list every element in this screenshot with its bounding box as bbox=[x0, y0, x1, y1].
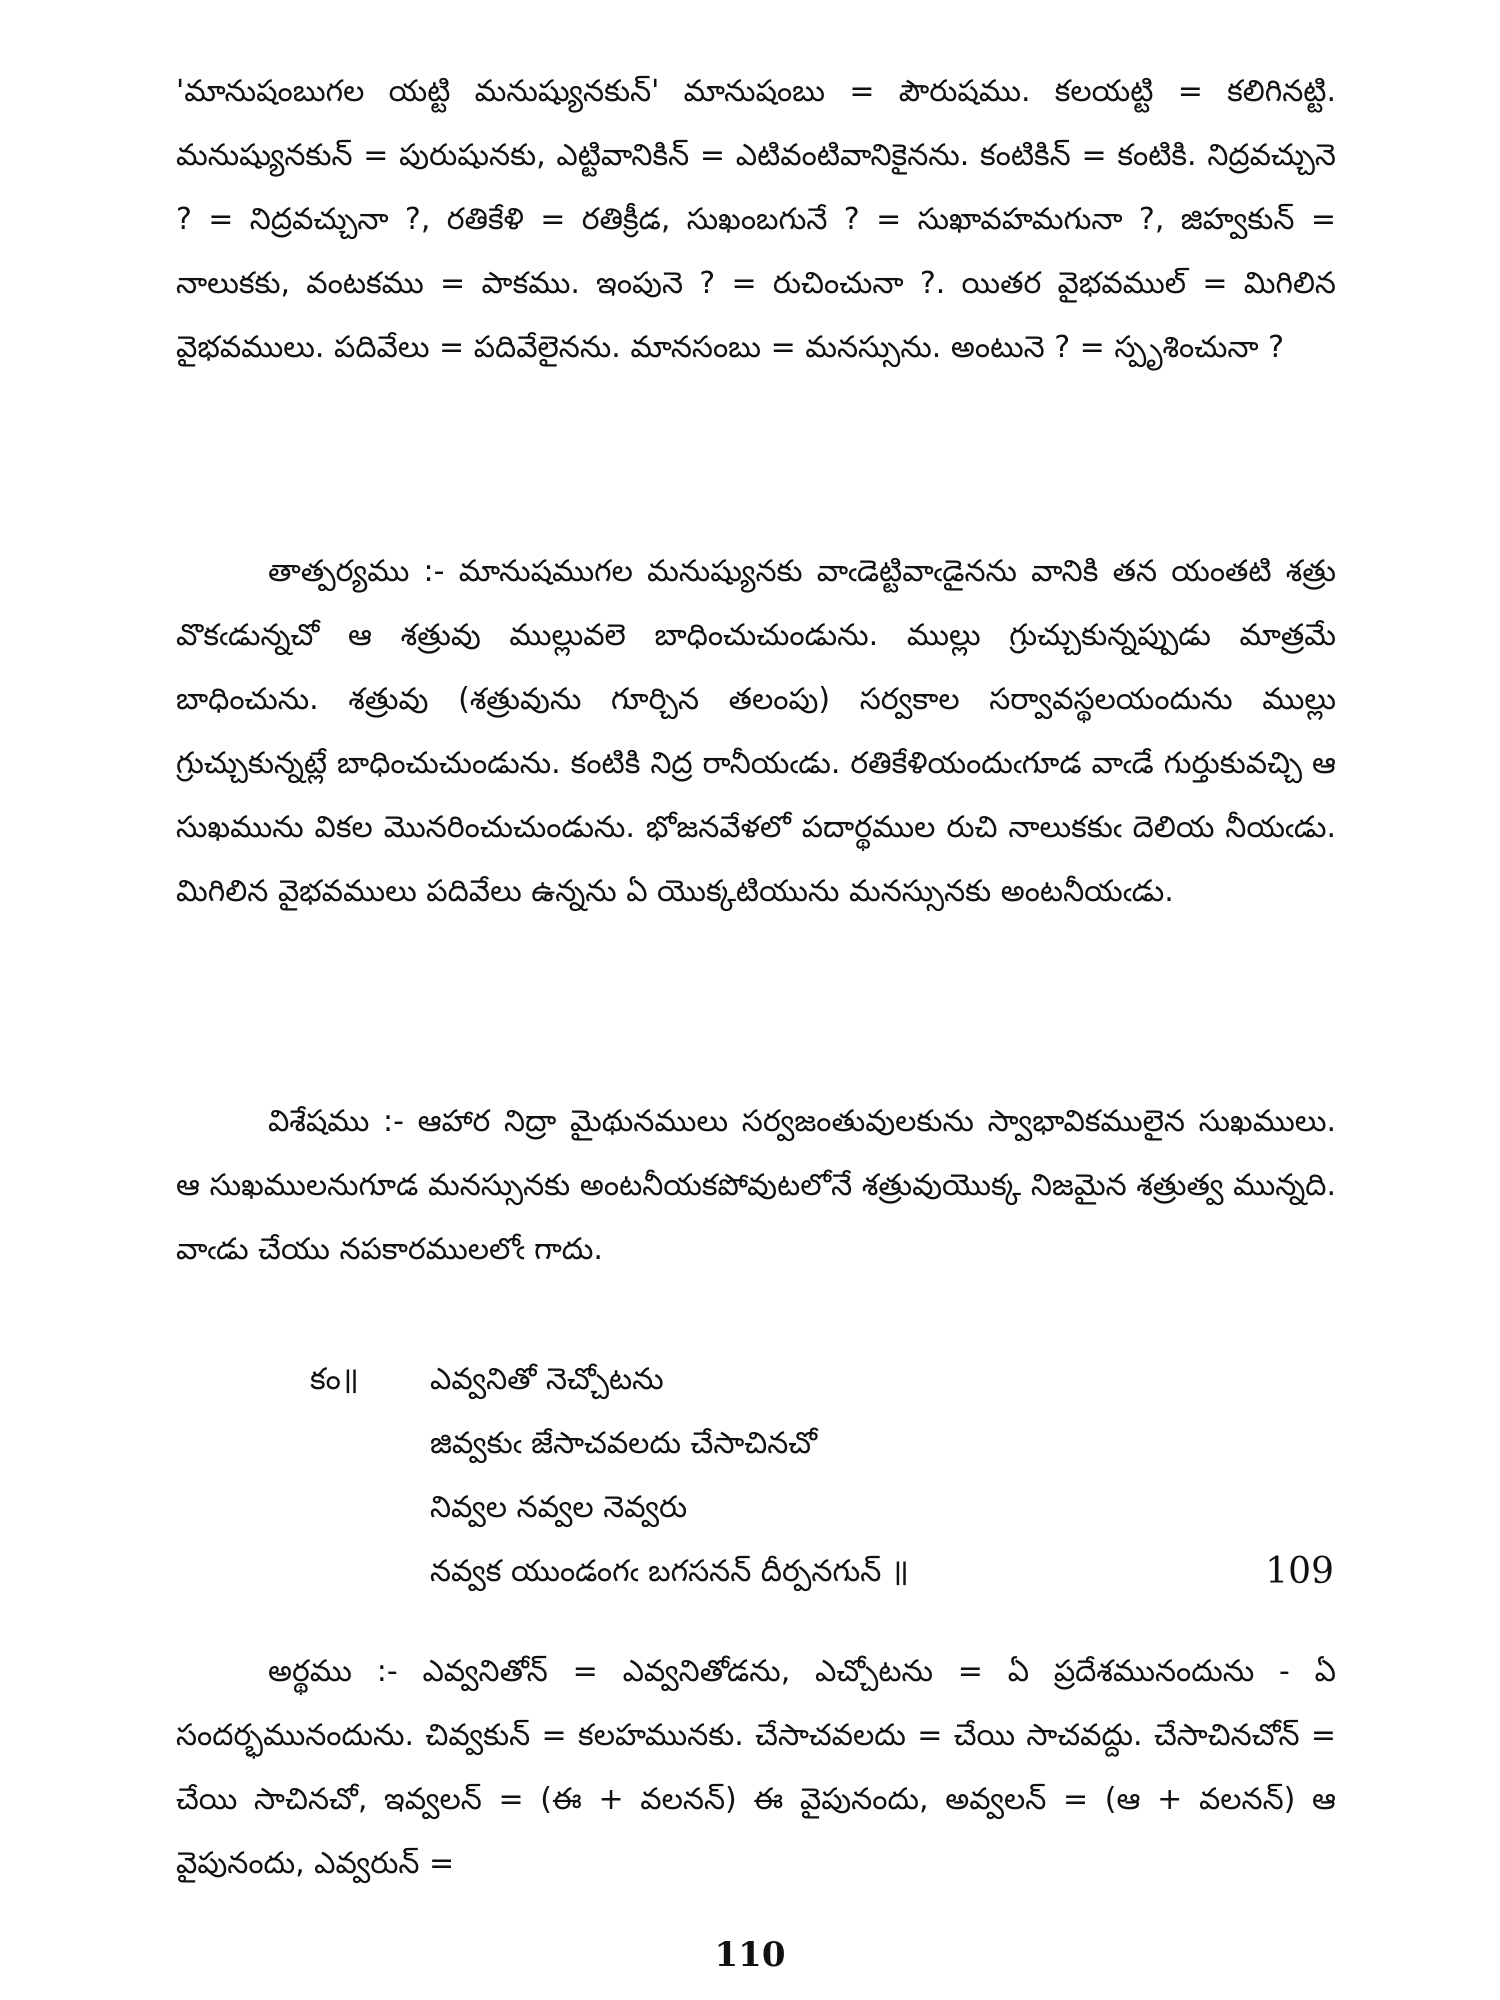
verse-number: 109 bbox=[1265, 1551, 1334, 1592]
gloss-text: 'మానుషంబుగల యట్టి మనుష్యునకున్' మానుషంబు = పౌరుషము. కలయట్టి = కలిగినట్టి. మనుష్యునకున్ = పురుషునకు, ఎట్టివానికిన్ = ఎటివంటివానికైనను. కంటికిన్ = కంటికి. నిద్రవచ్చునె ? = నిద్రవచ్చునా ?, రతికేళి = రతిక్రీడ, సుఖంబగునే ? = సుఖావహమగునా ?, జిహ్వకున్ = నాలుకకు, వంటకము = పాకము. ఇంపునె ? = రుచించునా ?. యితర వైభవముల్ = మిగిలిన వైభవములు. పదివేలు = పదివేలైనను. మానసంబు = మనస్సును. అంటునె ? = స్పృశించునా ? bbox=[176, 74, 1336, 365]
artham-paragraph bbox=[176, 1640, 1336, 1896]
verse-lines bbox=[430, 1348, 1230, 1604]
verse-line: జివ్వకుఁ జేసాచవలదు చేసాచినచో bbox=[430, 1426, 818, 1461]
word-meaning-paragraph bbox=[176, 60, 1336, 380]
visheshamu-text: విశేషము :- ఆహార నిద్రా మైథునములు సర్వజంతువులకును స్వాభావికములైన సుఖములు. ఆ సుఖములనుగూడ మనస్సునకు అంటనీయకపోవుటలోనే శత్రువుయొక్క నిజమైన శత్రుత్వ మున్నది. వాఁడు చేయు నపకారములలోఁ గాదు. bbox=[176, 1104, 1336, 1267]
verse-line: నవ్వక యుండంగఁ బగసనన్ దీర్పనగున్ ॥ bbox=[430, 1554, 909, 1589]
verse-meter-tag: కం॥ bbox=[310, 1362, 359, 1397]
artham-text: అర్థము :- ఎవ్వనితోన్ = ఎవ్వనితోడను, ఎచ్చోటను = ఏ ప్రదేశమునందును - ఏ సందర్భమునందును. చివ్వకున్ = కలహమునకు. చేసాచవలదు = చేయి సాచవద్దు. చేసాచినచోన్ = చేయి సాచినచో, ఇవ్వలన్ = (ఈ + వలనన్) ఈ వైపునందు, అవ్వలన్ = (ఆ + వలనన్) ఆ వైపునందు, ఎవ్వరున్ = bbox=[176, 1654, 1337, 1881]
tatparyamu-text: తాత్పర్యము :- మానుషముగల మనుష్యునకు వాఁడెట్టివాఁడైనను వానికి తన యంతటి శత్రు వొకఁడున్నచో ఆ శత్రువు ముల్లువలె బాధించుచుండును. ముల్లు గ్రుచ్చుకున్నప్పుడు మాత్రమే బాధించును. శత్రువు (శత్రువును గూర్చిన తలంపు) సర్వకాల సర్వావస్థలయందును ముల్లు గ్రుచ్చుకున్నట్లే బాధించుచుండును. కంటికి నిద్ర రానీయఁడు. రతికేళియందుఁగూడ వాఁడే గుర్తుకువచ్చి ఆ సుఖమును వికల మొనరించుచుండును. భోజనవేళలో పదార్థముల రుచి నాలుకకుఁ దెలియ నీయఁడు. మిగిలిన వైభవములు పదివేలు ఉన్నను ఏ యొక్కటియును మనస్సునకు అంటనీయఁడు. bbox=[176, 554, 1336, 909]
visheshamu-paragraph bbox=[176, 1090, 1336, 1282]
verse-line: నివ్వల నవ్వల నెవ్వరు bbox=[430, 1490, 688, 1525]
verse-line: ఎవ్వనితో నెచ్చోటను bbox=[430, 1362, 664, 1397]
page-number: 110 bbox=[714, 1935, 786, 1975]
tatparyamu-paragraph bbox=[176, 540, 1336, 924]
